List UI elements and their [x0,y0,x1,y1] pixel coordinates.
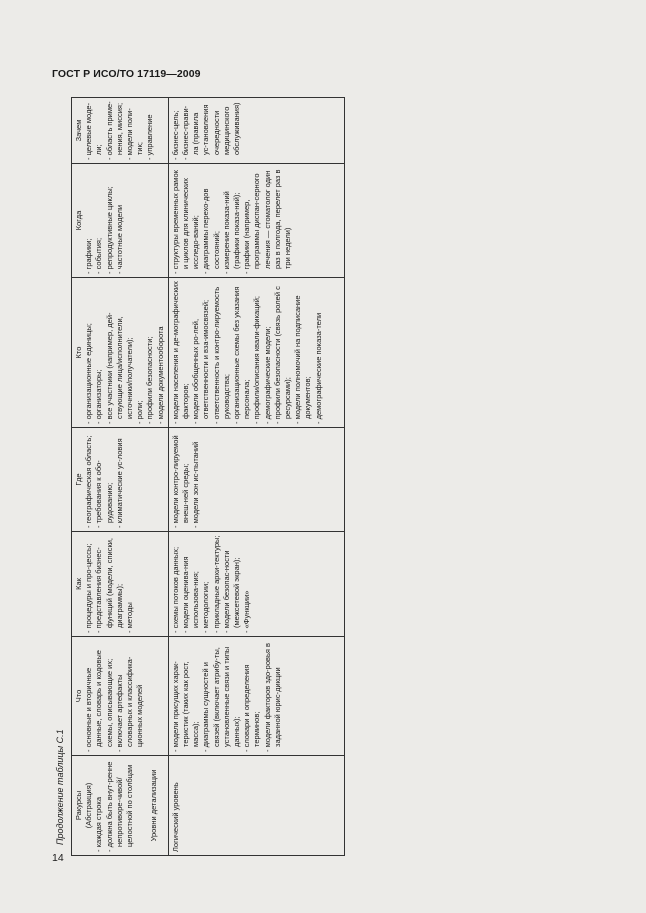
list-item: - модели документооборота [155,326,165,424]
cell-logical-where [168,428,344,532]
list-item: - область приме-нения, миссия; [104,101,124,160]
levels-label: Уровни детализации [149,769,159,842]
list-item: - профили/описания квали-фикаций; [252,296,262,424]
list-item: - профили безопасности (связь ролей с ресурсами); [272,286,293,424]
list-item: - профили безопасности; [145,336,155,424]
list-item: - диаграммы перехо-дов состояний; [201,188,221,274]
list-item: - модели контро-лируемой внеш-ней среды; [170,435,191,528]
column-title: Зачем [74,119,83,142]
column-title: Что [74,689,83,703]
column-where [72,428,169,532]
list-item: - модели зон ис-пытаний [191,441,201,528]
table-caption: Продолжение таблицы С.1 [55,729,65,845]
list-item: - включает артефакты словарных и классифика-ционных моделей [114,656,145,752]
list-item: - роли; [135,400,145,424]
list-item: - ответственность и контро-лируемость руководства; [211,286,231,424]
page-number: 14 [52,852,64,864]
list-item: - модели присущих харак-теристик (таких как рост, масса); [170,661,201,752]
column-title: Когда [74,210,83,231]
list-item: - бизнес-прави-ла (правила ус-тановления очередности медицинского обслуживания) [181,102,242,160]
cell-logical-when [168,164,344,278]
list-item: - процедуры и про-цессы; [84,543,94,633]
list-item: - измерение показа-ний (графики показа-ний); [221,191,242,274]
list-item: - демографические показа-тели [313,312,323,424]
list-item: - прикладные архи-тектуры; [211,535,221,633]
document-header: ГОСТ Р ИСО/ТО 17119—2009 [52,68,201,80]
list-item: - модели факторов здо-ровья в заданной юрис-дикции [262,642,282,752]
column-who [72,278,169,428]
column-title: Кто [74,346,83,359]
list-item: - модели оценива-ния использова-ния; [181,556,201,633]
list-item: - представления бизнес-функций (модели, списки, диаграммы); [94,537,124,633]
list-item: - события; [94,237,104,274]
column-title: Где [74,473,83,486]
list-item: - частотные модели [114,204,124,274]
cell-logical-who [168,278,344,428]
row-label-header [72,756,169,856]
label-note: - каждая строка [94,796,104,852]
list-item: - управление [145,114,155,160]
list-item: - схемы потоков данных; [170,546,180,633]
list-item: - модели поли-тик; [125,108,145,160]
list-item: - организационные единицы; [84,323,94,424]
label-note: - должна быть внут-ренне непротиворе-чивой/целостной по столбцам [104,761,135,852]
cell-logical-what [168,637,344,756]
label-title: Ракурсы [74,790,83,821]
list-item: - структуры временных рамок и циклов для клинических исследо-ваний; [170,170,201,274]
table-row-header [72,98,169,856]
list-item: - модели населения и де-мографических факторов; [170,281,191,424]
list-item: - словари и определения терминов; [242,664,262,752]
list-item: - диаграммы сущностей и связей (включает атрибу-ты, установленные связи и типы данных); [201,646,242,752]
table-row-logical [168,98,344,856]
list-item: - модели полномочий на подписание документов; [293,295,313,424]
list-item: - все участники (например, дей-ствующие лица/исполнители, источники/получатели); [104,312,135,424]
cell-logical-how [168,532,344,637]
list-item: - модели безопас-ности (межсетевой экран); [221,550,242,633]
column-title: Как [74,578,83,590]
column-when [72,164,169,278]
list-item: - «Функции» [242,590,252,633]
list-item: - графики; [84,238,94,274]
list-item: - основные и вторичные данные, словарь и кодовые схемы, описывающие их; [84,650,114,752]
list-item: - демографические модели; [262,326,272,424]
column-what [72,637,169,756]
row-label-logical: Логический уровень [168,756,344,856]
list-item: - бизнес-цель; [170,110,180,160]
list-item: - организационные схемы без указания персонала; [232,286,252,424]
list-item: - организаторы; [94,369,104,424]
abstraction-table [71,97,345,856]
list-item: - модели обобщенных ро-лей, ответственности и вза-имосвязей; [191,299,211,424]
list-item: - требования к обо-рудованию; [94,460,114,528]
list-item: - целевые моде-ли; [84,102,104,160]
list-item: - графики (например, программы диспан-серного лечения — стоматолог один раз в полгода, перелет раз в три недели) [242,169,293,274]
list-item: - географическая область; [84,435,94,528]
list-item: - методологии; [201,581,211,633]
cell-logical-why [168,98,344,164]
list-item: - методы [125,602,135,633]
list-item: - климатические ус-ловия [114,438,124,528]
list-item: - репродуктивные циклы; [104,186,114,274]
column-why [72,98,169,164]
column-how [72,532,169,637]
rotated-table-container [71,98,323,856]
label-sub: (Абстракция) [84,782,94,829]
